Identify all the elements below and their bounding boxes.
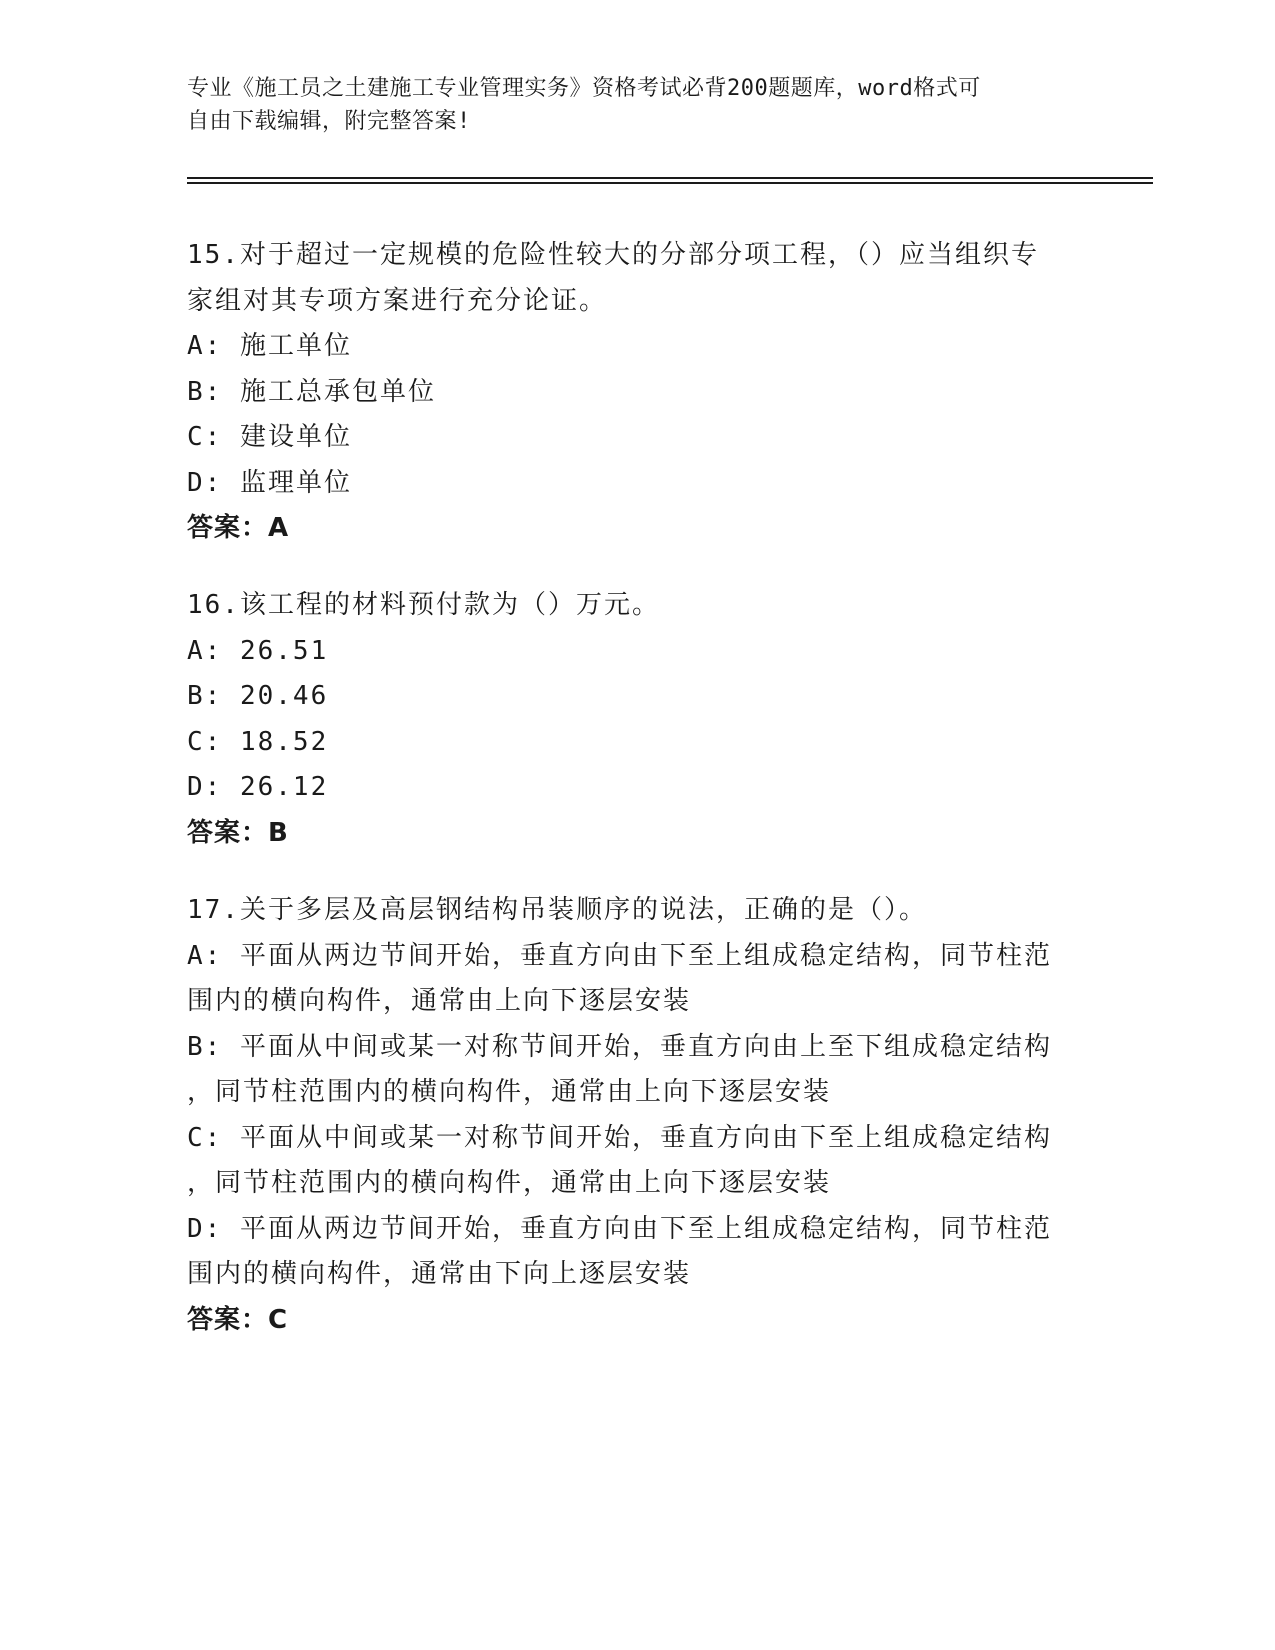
option-c: C: 建设单位: [187, 422, 352, 452]
option-b-continued: ，同节柱范围内的横向构件，通常由上向下逐层安装: [187, 1077, 832, 1107]
option-c-continued: ，同节柱范围内的横向构件，通常由上向下逐层安装: [187, 1168, 832, 1198]
option-a: A: 施工单位: [187, 331, 352, 361]
answer-line: 答案：C: [187, 1304, 289, 1335]
option-c: C: 平面从中间或某一对称节间开始，垂直方向由下至上组成稳定结构: [187, 1122, 1052, 1153]
question-stem-line: 16.该工程的材料预付款为（）万元。: [187, 590, 660, 620]
option-c: C: 18.52: [187, 726, 329, 757]
header-divider: [187, 177, 1153, 184]
option-a-continued: 围内的横向构件，通常由上向下逐层安装: [187, 986, 692, 1016]
option-b: B: 施工总承包单位: [187, 376, 436, 407]
question-stem-line: 家组对其专项方案进行充分论证。: [187, 285, 608, 316]
answer-line: 答案：A: [187, 513, 290, 543]
header-line-1: 专业《施工员之土建施工专业管理实务》资格考试必背200题题库，word格式可: [187, 76, 981, 101]
answer-line: 答案：B: [187, 817, 289, 848]
question-16: [187, 583, 1077, 856]
option-b: B: 20.46: [187, 681, 329, 711]
document-header: [187, 72, 1077, 138]
option-d: D: 平面从两边节间开始，垂直方向由下至上组成稳定结构，同节柱范: [187, 1213, 1052, 1244]
option-d-continued: 围内的横向构件，通常由下向上逐层安装: [187, 1259, 692, 1289]
option-d: D: 监理单位: [187, 467, 352, 498]
option-a: A: 26.51: [187, 635, 329, 666]
option-a: A: 平面从两边节间开始，垂直方向由下至上组成稳定结构，同节柱范: [187, 940, 1052, 971]
question-15: [187, 233, 1077, 552]
header-line-2: 自由下载编辑，附完整答案!: [187, 109, 471, 134]
option-b: B: 平面从中间或某一对称节间开始，垂直方向由上至下组成稳定结构: [187, 1031, 1052, 1062]
option-d: D: 26.12: [187, 772, 329, 802]
question-stem-line: 15.对于超过一定规模的危险性较大的分部分项工程，（）应当组织专: [187, 240, 1039, 270]
question-17: [187, 888, 1077, 1343]
question-stem-line: 17.关于多层及高层钢结构吊装顺序的说法，正确的是（）。: [187, 895, 927, 925]
